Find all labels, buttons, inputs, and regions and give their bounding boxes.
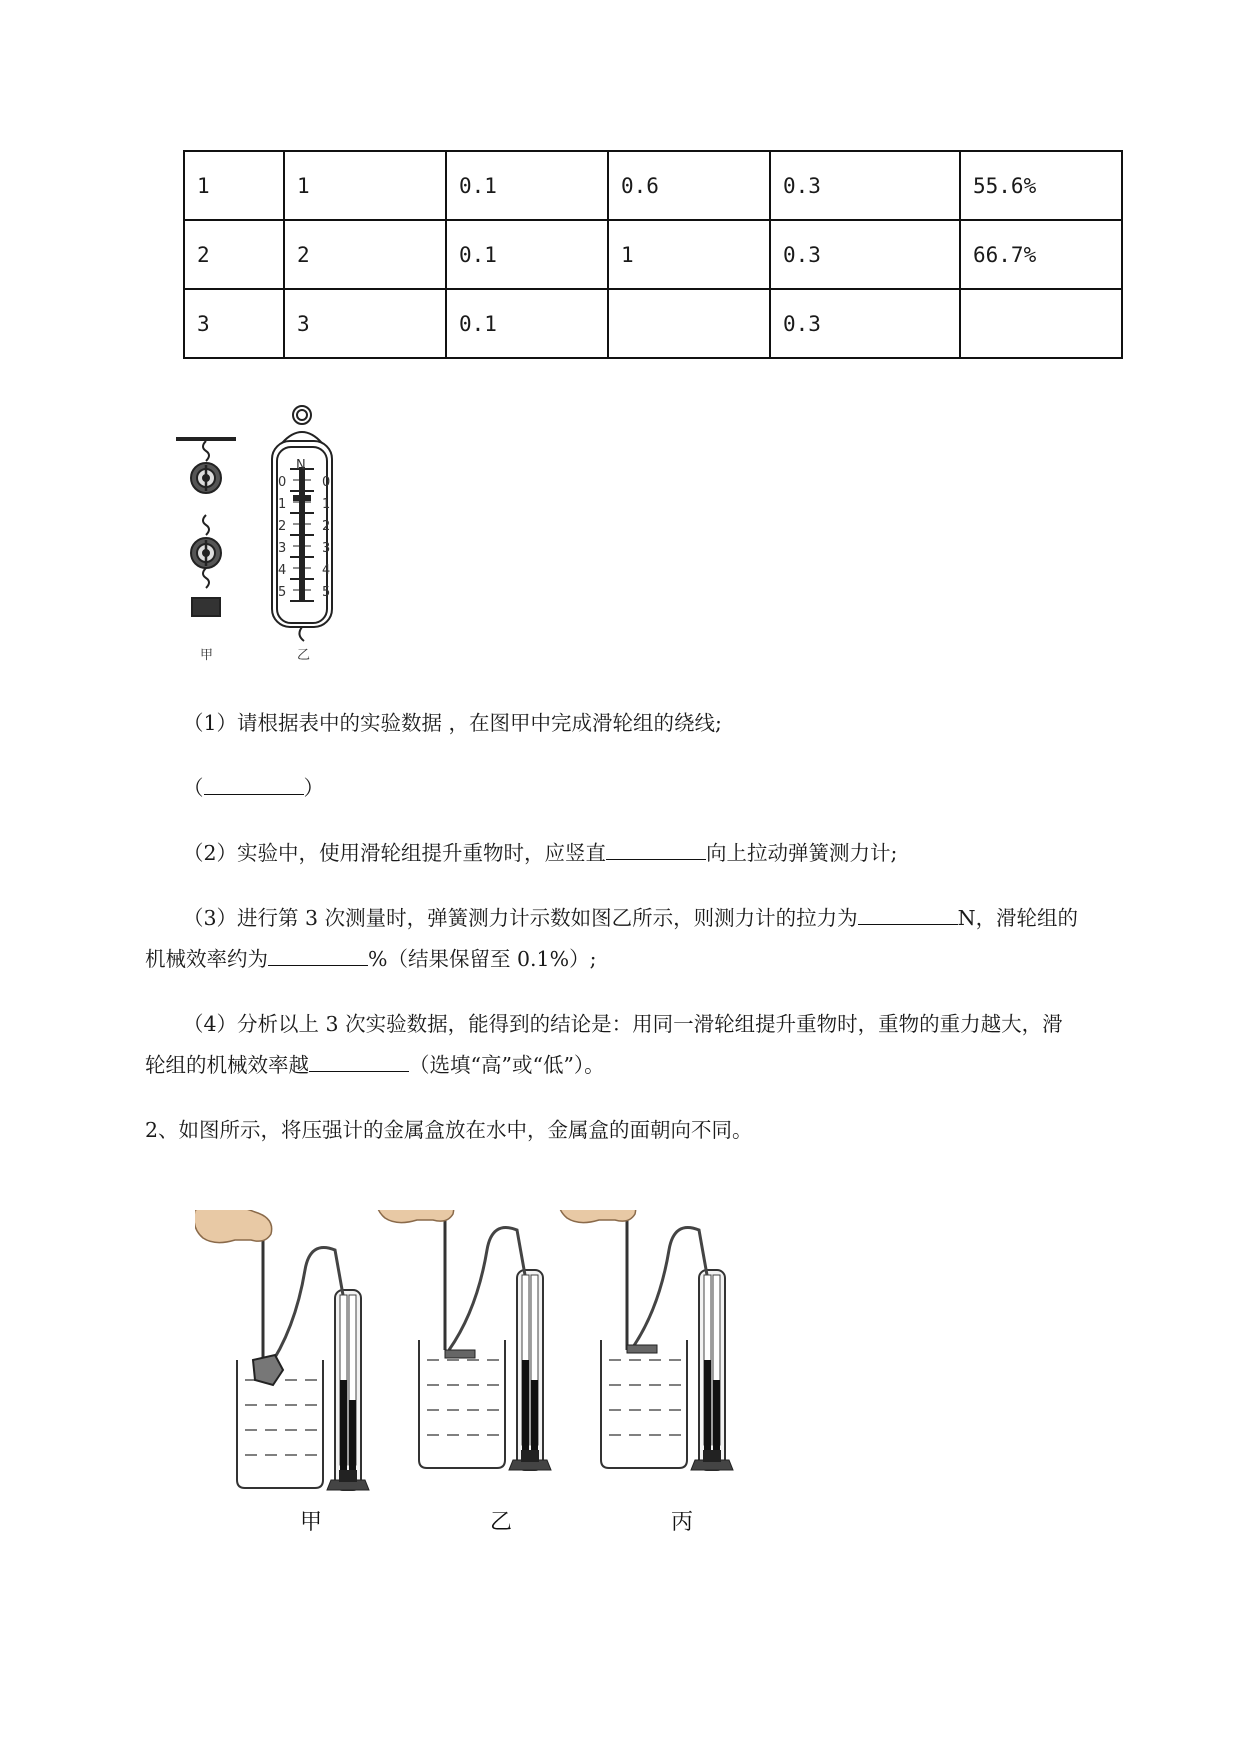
scale-tick-right: 5 xyxy=(322,585,331,600)
answer-blank[interactable] xyxy=(204,774,304,795)
table-cell: 0.3 xyxy=(770,220,960,289)
question-4-line-2 xyxy=(145,1048,605,1082)
scale-tick-right: 4 xyxy=(322,563,331,578)
paren-open: （ xyxy=(183,776,204,800)
setup-jia xyxy=(195,1210,369,1490)
table-cell: 0.3 xyxy=(770,289,960,358)
answer-blank[interactable] xyxy=(268,945,368,966)
table-cell: 2 xyxy=(184,220,284,289)
table-cell: 0.3 xyxy=(770,151,960,220)
table-cell: 0.6 xyxy=(608,151,770,220)
table-cell: 1 xyxy=(184,151,284,220)
figure1-caption-yi: 乙 xyxy=(297,648,311,663)
scale-tick-left: 5 xyxy=(278,585,287,600)
question-3-text-a: （3）进行第 3 次测量时，弹簧测力计示数如图乙所示，则测力计的拉力为 xyxy=(183,906,858,930)
table-cell: 1 xyxy=(284,151,446,220)
problem-2-statement: 2、如图所示，将压强计的金属盒放在水中，金属盒的面朝向不同。 xyxy=(145,1118,753,1142)
table-row xyxy=(184,289,1122,358)
question-3-text-b: N，滑轮组的 xyxy=(957,906,1079,930)
question-1: （1）请根据表中的实验数据 ，在图甲中完成滑轮组的绕线; xyxy=(183,711,722,735)
figure2-caption-bing: 丙 xyxy=(671,1510,694,1535)
question-3-line-1 xyxy=(183,901,1078,935)
answer-blank[interactable] xyxy=(606,839,706,860)
data-table xyxy=(183,150,1123,359)
figure1-caption-jia: 甲 xyxy=(200,648,214,663)
scale-tick-left: 0 xyxy=(278,475,287,490)
table-cell: 3 xyxy=(184,289,284,358)
scale-tick-right: 1 xyxy=(322,497,331,512)
scale-tick-left: 3 xyxy=(278,541,287,556)
table-cell: 3 xyxy=(284,289,446,358)
table-cell: 2 xyxy=(284,220,446,289)
question-2 xyxy=(183,836,897,870)
table-cell: 0.1 xyxy=(446,289,608,358)
question-4-line-1: （4）分析以上 3 次实验数据，能得到的结论是：用同一滑轮组提升重物时，重物的重力越大，滑 xyxy=(183,1012,1063,1036)
scale-unit-label: N xyxy=(296,458,306,473)
setup-bing xyxy=(558,1210,733,1470)
answer-blank[interactable] xyxy=(858,904,958,925)
table-cell: 66.7% xyxy=(960,220,1122,289)
question-3-line-2 xyxy=(145,942,596,976)
table-row xyxy=(184,151,1122,220)
table-cell: 0.1 xyxy=(446,220,608,289)
question-4-text-c: （选填“高”或“低”）。 xyxy=(409,1053,605,1077)
scale-tick-right: 3 xyxy=(322,541,331,556)
question-4-text-b: 轮组的机械效率越 xyxy=(145,1053,309,1077)
setup-yi xyxy=(376,1210,551,1470)
figure2-caption-jia: 甲 xyxy=(300,1510,323,1535)
table-cell: 1 xyxy=(608,220,770,289)
table-cell xyxy=(608,289,770,358)
table-row xyxy=(184,220,1122,289)
scale-tick-left: 1 xyxy=(278,497,287,512)
question-1-answer-line xyxy=(183,771,324,805)
table-cell: 0.1 xyxy=(446,151,608,220)
answer-blank[interactable] xyxy=(309,1051,409,1072)
question-2-text-b: 向上拉动弹簧测力计; xyxy=(706,841,898,865)
pressure-gauge-figure xyxy=(195,1210,775,1500)
scale-tick-left: 2 xyxy=(278,519,287,534)
figure2-caption-yi: 乙 xyxy=(490,1510,513,1535)
question-3-text-c: 机械效率约为 xyxy=(145,947,268,971)
paren-close: ） xyxy=(303,776,324,800)
question-3-text-d: %（结果保留至 0.1%）; xyxy=(368,947,597,971)
table-cell xyxy=(960,289,1122,358)
question-2-text-a: （2）实验中，使用滑轮组提升重物时，应竖直 xyxy=(183,841,607,865)
pulley-and-spring-scale-figure xyxy=(170,405,350,665)
scale-tick-left: 4 xyxy=(278,563,287,578)
pulley-system-drawing xyxy=(176,439,236,616)
scale-tick-right: 2 xyxy=(322,519,331,534)
scale-tick-right: 0 xyxy=(322,475,331,490)
table-cell: 55.6% xyxy=(960,151,1122,220)
